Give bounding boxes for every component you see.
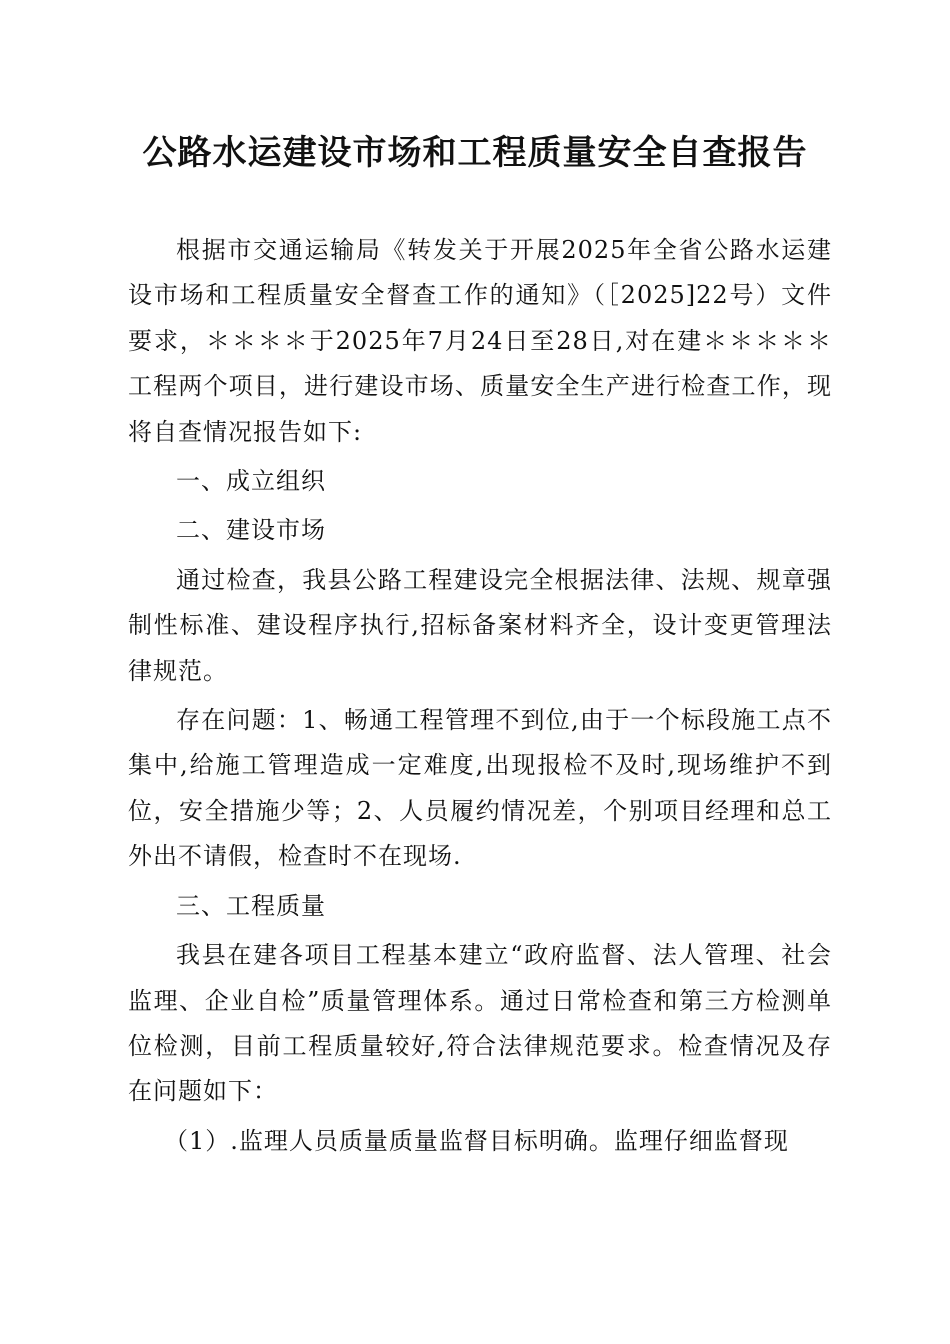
quality-paragraph: 我县在建各项目工程基本建立“政府监督、法人管理、社会监理、企业自检”质量管理体系。通过日常检查和第三方检测单位检测，目前工程质量较好,符合法律规范要求。检查情况及存在问题如下： — [128, 941, 832, 1106]
market-check-paragraph: 通过检查，我县公路工程建设完全根据法律、法规、规章强制性标准、建设程序执行,招标备案材料齐全，设计变更管理法律规范。 — [128, 565, 832, 685]
quality-item-1-paragraph: （1）.监理人员质量质量监督目标明确。监理仔细监督现 — [164, 1126, 789, 1155]
section-heading-organization: 一、成立组织 — [176, 467, 326, 496]
document-title: 公路水运建设市场和工程质量安全自查报告 — [142, 133, 808, 173]
market-problems-paragraph: 存在问题：1、畅通工程管理不到位,由于一个标段施工点不集中,给施工管理造成一定难度,出现报检不及时,现场维护不到位，安全措施少等；2、人员履约情况差，个别项目经理和总工外出不请假，检查时不在现场. — [128, 706, 832, 871]
section-heading-construction-market: 二、建设市场 — [176, 516, 326, 545]
intro-paragraph: 根据市交通运输局《转发关于开展2025年全省公路水运建设市场和工程质量安全督查工作的通知》（［2025]22号）文件要求，＊＊＊＊于2025年7月24日至28日,对在建＊＊＊＊＊工程两个项目，进行建设市场、质量安全生产进行检查工作，现将自查情况报告如下: — [128, 236, 832, 446]
document-body — [128, 228, 832, 1164]
section-heading-quality: 三、工程质量 — [176, 891, 326, 920]
